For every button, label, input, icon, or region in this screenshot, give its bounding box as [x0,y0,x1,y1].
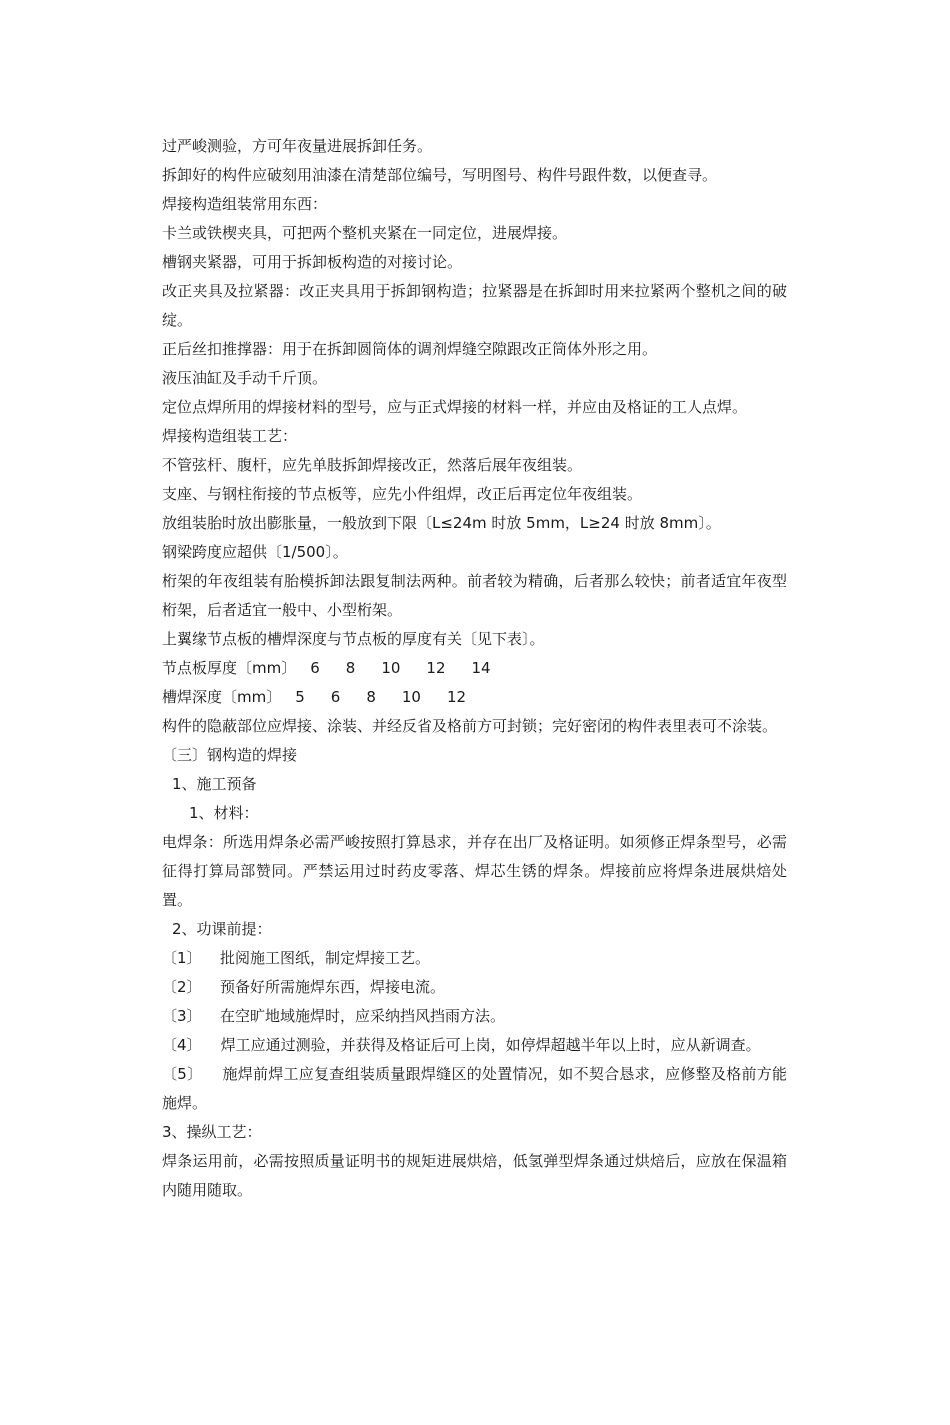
section-heading: 〔三〕钢构造的焊接 [162,746,298,764]
list-item-number: 〔5〕 [162,1065,203,1083]
subsection-heading: 1、施工预备 [172,775,257,793]
table-row-plate-thickness [162,654,787,683]
table-cell: 12 [446,688,467,706]
paragraph: 焊条运用前，必需按照质量证明书的规矩进展烘焙，低氢弹型焊条通过烘焙后，应放在保温箱内随用随取。 [162,1152,787,1199]
table-cell: 14 [471,659,491,677]
list-item-text: 施焊前焊工应复查组装质量跟焊缝区的处置情况，如不契合恳求，应修整及格前方能施焊。 [162,1065,787,1112]
list-item-text: 焊工应通过测验，并获得及格证后可上岗，如停焊超越半年以上时，应从新调查。 [220,1036,761,1054]
paragraph: 卡兰或铁楔夹具，可把两个整机夹紧在一同定位，进展焊接。 [162,224,568,242]
paragraph: 焊接构造组装常用东西： [162,195,328,213]
table-cell: 6 [310,659,320,677]
list-item-text: 在空旷地域施焊时，应采纳挡风挡雨方法。 [220,1007,506,1025]
table-row-slot-weld-depth [162,683,787,712]
paragraph: 定位点焊所用的焊接材料的型号，应与正式焊接的材料一样，并应由及格证的工人点焊。 [162,398,748,416]
table-row-label: 槽焊深度〔mm〕 [162,688,282,706]
list-item [162,1031,787,1060]
table-cell: 10 [381,659,401,677]
paragraph: 上翼缘节点板的槽焊深度与节点板的厚度有关〔见下表〕。 [162,630,545,648]
paragraph: 电焊条：所选用焊条必需严峻按照打算恳求，并存在出厂及格证明。如须修正焊条型号，必需征得打算局部赞同。严禁运用过时药皮零落、焊芯生锈的焊条。焊接前应将焊条进展烘焙处置。 [162,833,787,909]
list-item [162,1060,787,1118]
subsection-heading: 1、材料： [189,804,259,822]
list-item [162,944,787,973]
list-item-number: 〔3〕 [162,1007,202,1025]
paragraph: 改正夹具及拉紧器：改正夹具用于拆卸钢构造；拉紧器是在拆卸时用来拉紧两个整机之间的破绽。 [162,282,787,329]
subsection-heading: 2、功课前提： [172,920,272,938]
table-cell: 6 [330,688,341,706]
table-cell: 8 [345,659,356,677]
list-item [162,1002,787,1031]
list-item [162,973,787,1002]
paragraph: 构件的隐蔽部位应焊接、涂装、并经反省及格前方可封锁；完好密闭的构件表里表可不涂装。 [162,717,778,735]
paragraph: 放组装胎时放出膨胀量，一般放到下限〔L≤24m 时放 5mm，L≥24 时放 8mm〕。 [162,514,721,532]
list-item-number: 〔4〕 [162,1036,202,1054]
subsection-heading: 3、操纵工艺： [162,1123,262,1141]
paragraph: 液压油缸及手动千斤顶。 [162,369,328,387]
list-item-number: 〔1〕 [162,949,202,967]
table-cell: 5 [295,688,305,706]
paragraph: 焊接构造组装工艺： [162,427,298,445]
table-cell: 10 [401,688,421,706]
document-page [162,132,787,1205]
paragraph: 支座、与钢柱衔接的节点板等，应先小件组焊，改正后再定位年夜组装。 [162,485,643,503]
paragraph: 拆卸好的构件应破刻用油漆在清楚部位编号，写明图号、构件号跟件数，以便查寻。 [162,166,718,184]
paragraph: 过严峻测验，方可年夜量进展拆卸任务。 [162,137,433,155]
paragraph: 正后丝扣推撑器：用于在拆卸圆筒体的调剂焊缝空隙跟改正筒体外形之用。 [162,340,658,358]
table-cell: 8 [366,688,376,706]
list-item-text: 批阅施工图纸，制定焊接工艺。 [220,949,431,967]
list-item-text: 预备好所需施焊东西，焊接电流。 [220,978,446,996]
paragraph: 槽钢夹紧器，可用于拆卸板构造的对接讨论。 [162,253,463,271]
table-row-label: 节点板厚度〔mm〕 [162,659,297,677]
paragraph: 钢梁跨度应超供〔1/500〕。 [162,543,348,561]
list-item-number: 〔2〕 [162,978,202,996]
paragraph: 不管弦杆、腹杆，应先单肢拆卸焊接改正，然落后展年夜组装。 [162,456,583,474]
table-cell: 12 [426,659,446,677]
paragraph: 桁架的年夜组装有胎模拆卸法跟复制法两种。前者较为精确，后者那么较快；前者适宜年夜型桁架，后者适宜一般中、小型桁架。 [162,572,787,619]
